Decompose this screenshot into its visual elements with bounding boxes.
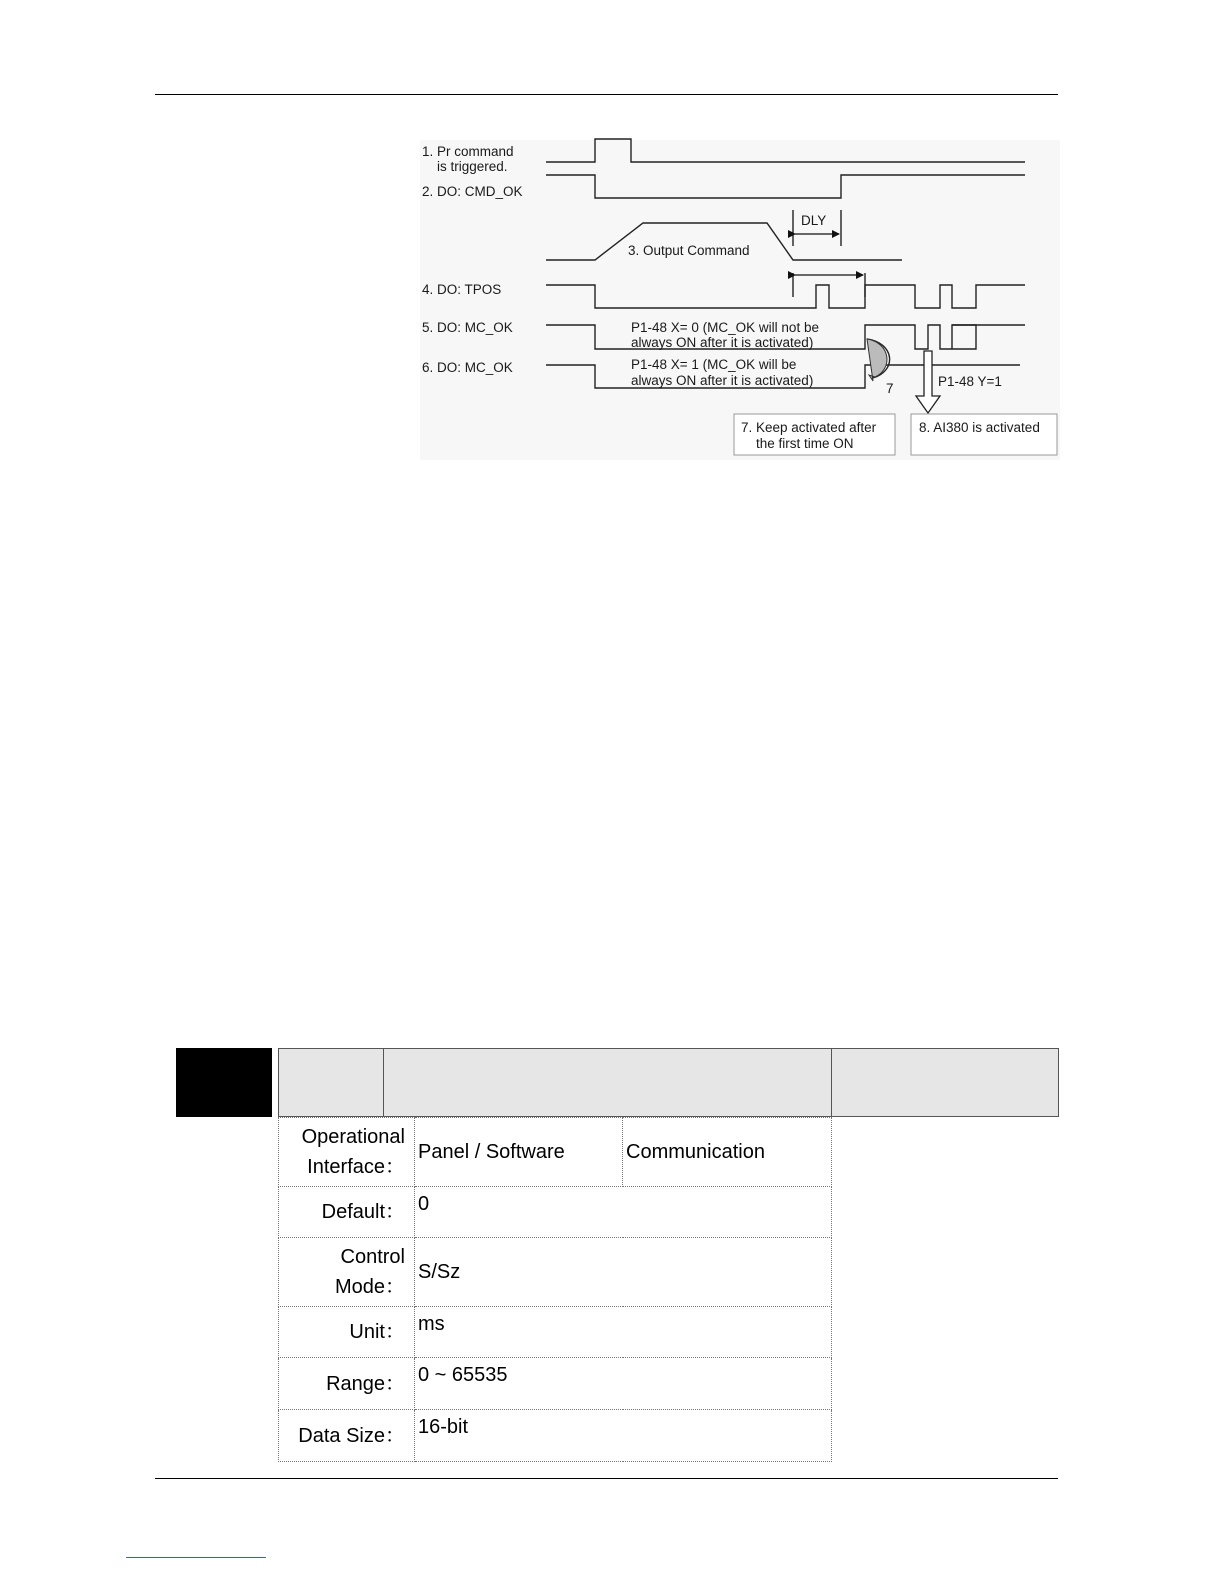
timing-diagram xyxy=(405,125,1065,465)
signal-4-label: 4. DO: TPOS xyxy=(422,282,502,297)
interface-comm-value: Communication xyxy=(623,1118,832,1187)
signal-5-label: 5. DO: MC_OK xyxy=(422,320,513,335)
unit-label: Unit： xyxy=(279,1307,415,1358)
signal-1-label-2: is triggered. xyxy=(437,159,508,174)
parameter-name-cell xyxy=(383,1048,832,1117)
dly-label: DLY xyxy=(801,213,827,228)
unit-value: ms xyxy=(415,1307,832,1358)
default-label: Default： xyxy=(279,1187,415,1238)
signal-6-label: 6. DO: MC_OK xyxy=(422,360,513,375)
range-value: 0 ~ 65535 xyxy=(415,1358,832,1410)
box-8-text: 8. AI380 is activated xyxy=(919,420,1040,435)
footer-rule xyxy=(155,1478,1058,1479)
box-7-line1: 7. Keep activated after xyxy=(741,420,877,435)
signal-2-label: 2. DO: CMD_OK xyxy=(422,184,523,199)
marker-7: 7 xyxy=(886,381,894,396)
parameter-spec-table xyxy=(278,1117,832,1462)
range-label: Range： xyxy=(279,1358,415,1410)
control-mode-label: Control Mode： xyxy=(279,1238,415,1307)
parameter-address-cell xyxy=(831,1048,1059,1117)
header-rule xyxy=(155,94,1058,95)
default-value: 0 xyxy=(415,1187,832,1238)
signal-1-label: 1. Pr command xyxy=(422,144,514,159)
data-size-value: 16-bit xyxy=(415,1410,832,1462)
note-x1-line2: always ON after it is activated) xyxy=(631,373,814,388)
note-y1: P1-48 Y=1 xyxy=(938,374,1002,389)
note-x0-line1: P1-48 X= 0 (MC_OK will not be xyxy=(631,320,819,335)
data-size-label: Data Size： xyxy=(279,1410,415,1462)
interface-panel-value: Panel / Software xyxy=(415,1118,623,1187)
interface-label: Operational Interface： xyxy=(279,1118,415,1187)
parameter-id-block xyxy=(176,1048,272,1117)
note-x1-line1: P1-48 X= 1 (MC_OK will be xyxy=(631,357,797,372)
box-7-line2: the first time ON xyxy=(756,436,854,451)
footer-link-underline[interactable] xyxy=(126,1557,266,1558)
output-command-label: 3. Output Command xyxy=(628,243,750,258)
note-x0-line2: always ON after it is activated) xyxy=(631,335,814,350)
parameter-code-cell xyxy=(278,1048,384,1117)
control-mode-value: S/Sz xyxy=(415,1238,832,1307)
